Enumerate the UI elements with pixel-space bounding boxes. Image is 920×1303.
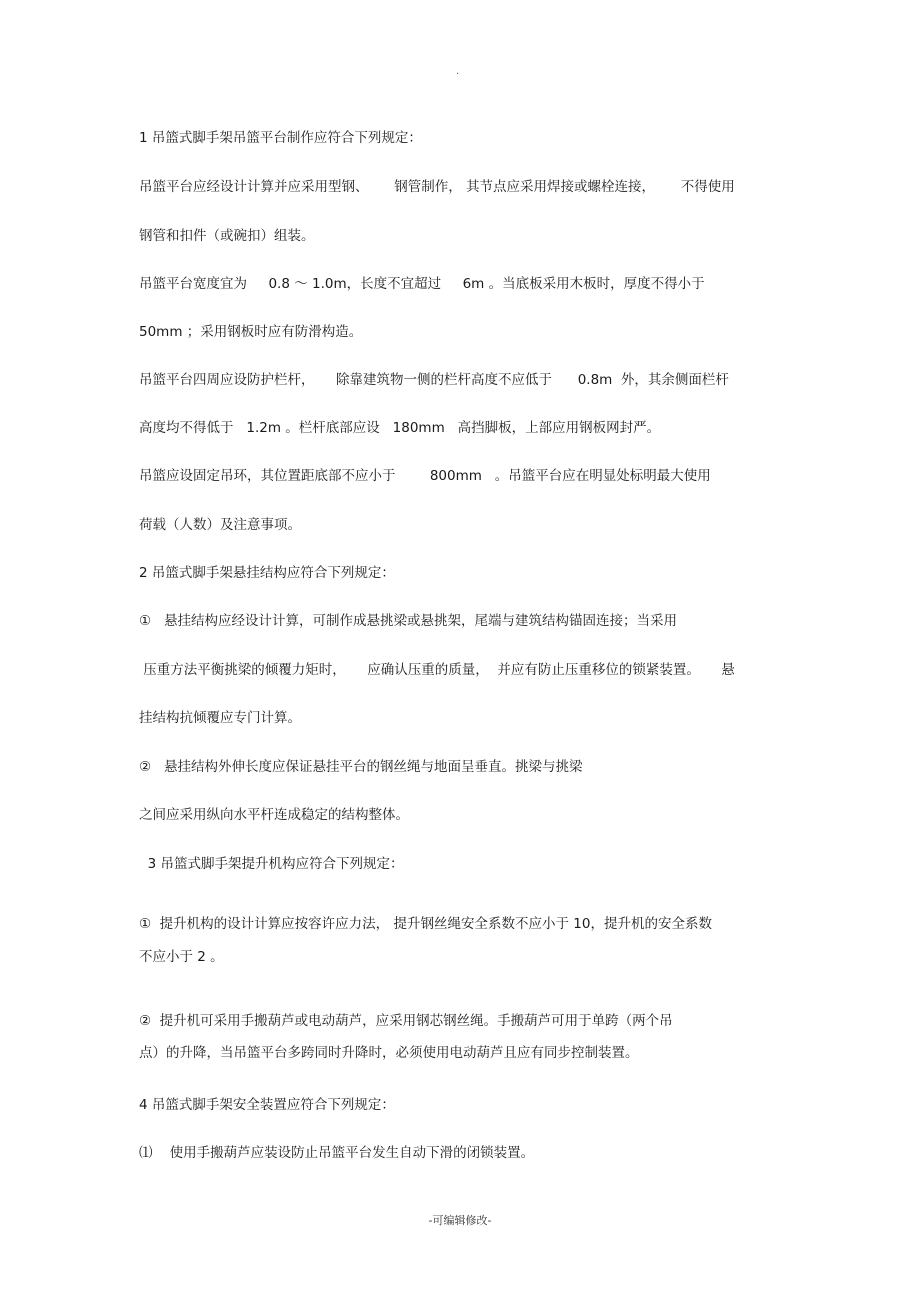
paragraph-line: 50mm ；采用钢板时应有防滑构造。 xyxy=(139,324,363,340)
paragraph-line: ② 提升机可采用手搬葫芦或电动葫芦，应采用钢芯钢丝绳。手搬葫芦可用于单跨（两个吊 xyxy=(139,1013,673,1029)
paragraph-line: ② 悬挂结构外伸长度应保证悬挂平台的钢丝绳与地面呈垂直。挑梁与挑梁 xyxy=(139,759,583,775)
paragraph-line: 吊篮平台应经设计计算并应采用型钢、 钢管制作， 其节点应采用焊接或螺栓连接， 不得使用 xyxy=(139,179,735,195)
paragraph-line: 荷载（人数）及注意事项。 xyxy=(139,517,301,533)
paragraph-line: 压重方法平衡挑梁的倾覆力矩时， 应确认压重的质量， 并应有防止压重移位的锁紧装置。 悬 xyxy=(139,662,735,678)
section-1-heading: 1 吊篮式脚手架吊篮平台制作应符合下列规定： xyxy=(139,130,422,146)
paragraph-line: 吊篮平台宽度宜为 0.8 ～ 1.0m，长度不宜超过 6m 。当底板采用木板时，厚度不得小于 xyxy=(139,276,705,292)
paragraph-line: 吊篮应设固定吊环，其位置距底部不应小于 800mm 。吊篮平台应在明显处标明最大使用 xyxy=(139,468,711,484)
paragraph-line: ① 悬挂结构应经设计计算，可制作成悬挑梁或悬挑架，尾端与建筑结构锚固连接；当采用 xyxy=(139,613,677,629)
paragraph-line: 钢管和扣件（或碗扣）组装。 xyxy=(139,228,315,244)
section-2-heading: 2 吊篮式脚手架悬挂结构应符合下列规定： xyxy=(139,565,395,581)
paragraph-line: 挂结构抗倾覆应专门计算。 xyxy=(139,710,301,726)
paragraph-line: 高度均不得低于 1.2m 。栏杆底部应设 180mm 高挡脚板，上部应用钢板网封严。 xyxy=(139,420,661,436)
page-footer: -可编辑修改- xyxy=(428,1214,492,1227)
paragraph-line: 不应小于 2 。 xyxy=(139,949,224,965)
paragraph-line: 之间应采用纵向水平杆连成稳定的结构整体。 xyxy=(139,807,409,823)
paragraph-line: 吊篮平台四周应设防护栏杆， 除靠建筑物一侧的栏杆高度不应低于 0.8m 外，其余侧面栏杆 xyxy=(139,372,729,388)
section-4-heading: 4 吊篮式脚手架安全装置应符合下列规定： xyxy=(139,1097,395,1113)
paragraph-line: ⑴ 使用手搬葫芦应装设防止吊篮平台发生自动下滑的闭锁装置。 xyxy=(139,1145,535,1161)
paragraph-line: ① 提升机构的设计计算应按容许应力法， 提升钢丝绳安全系数不应小于 10，提升机的安全系数 xyxy=(139,916,712,932)
paragraph-line: 点）的升降，当吊篮平台多跨同时升降时，必须使用电动葫芦且应有同步控制装置。 xyxy=(139,1045,639,1061)
header-mark: . xyxy=(456,66,460,77)
section-3-heading: 3 吊篮式脚手架提升机构应符合下列规定： xyxy=(139,856,404,872)
